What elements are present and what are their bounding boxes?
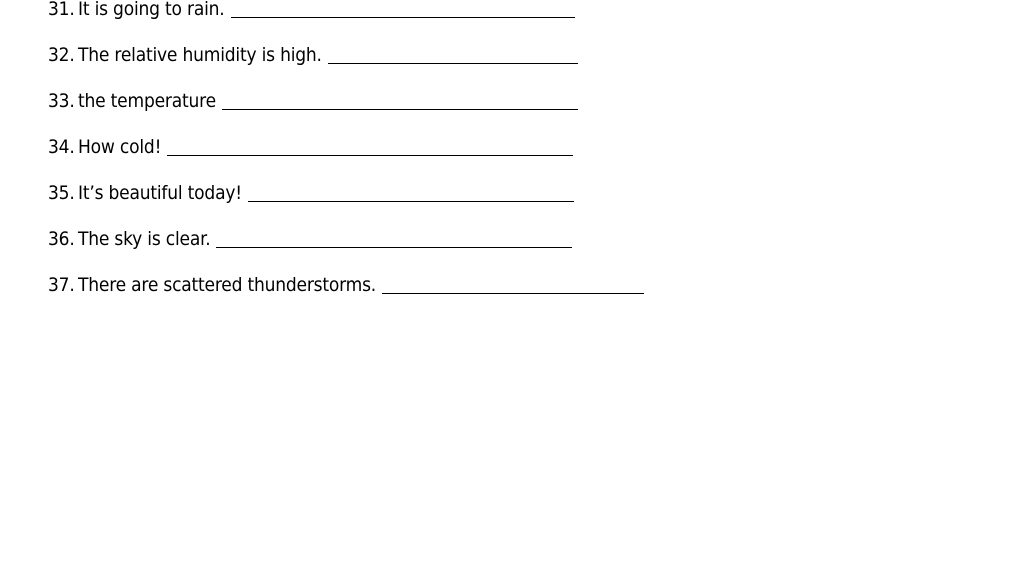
answer-blank[interactable] — [216, 246, 572, 248]
question-number: 34. — [48, 136, 75, 158]
answer-blank[interactable] — [222, 108, 578, 110]
question-number: 31. — [48, 0, 75, 20]
question-37 — [48, 274, 688, 320]
question-33 — [48, 90, 688, 136]
answer-blank[interactable] — [248, 200, 574, 202]
answer-blank[interactable] — [231, 16, 575, 18]
answer-blank[interactable] — [167, 154, 573, 156]
question-31 — [48, 0, 688, 44]
question-32 — [48, 44, 688, 90]
question-text: The relative humidity is high. — [78, 44, 322, 66]
question-text: How cold! — [78, 136, 162, 158]
question-text: the temperature — [78, 90, 216, 112]
question-number: 36. — [48, 228, 75, 250]
answer-blank[interactable] — [382, 292, 644, 294]
question-text: There are scattered thunderstorms. — [78, 274, 377, 296]
question-text: The sky is clear. — [78, 228, 211, 250]
worksheet-question-list — [48, 0, 688, 320]
question-number: 35. — [48, 182, 75, 204]
question-number: 32. — [48, 44, 75, 66]
question-36 — [48, 228, 688, 274]
question-text: It is going to rain. — [78, 0, 225, 20]
question-number: 37. — [48, 274, 75, 296]
question-number: 33. — [48, 90, 75, 112]
question-35 — [48, 182, 688, 228]
question-text: It’s beautiful today! — [78, 182, 242, 204]
question-34 — [48, 136, 688, 182]
answer-blank[interactable] — [328, 62, 578, 64]
